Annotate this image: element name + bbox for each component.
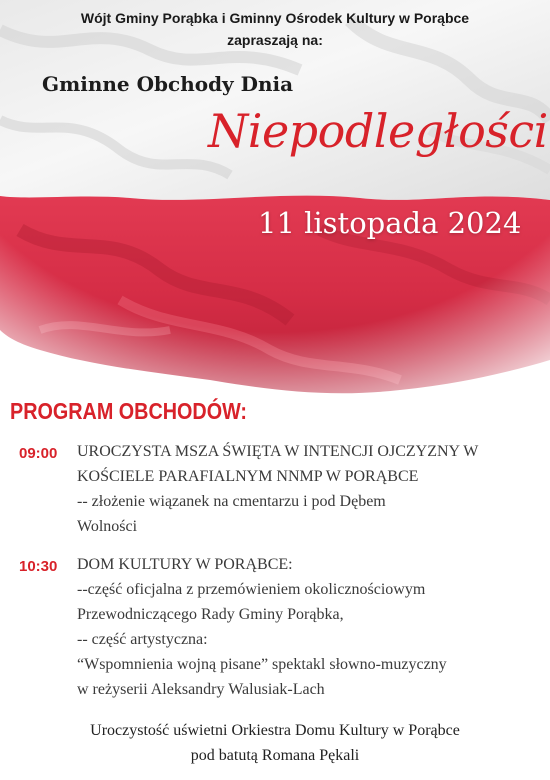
organizer-line-1: Wójt Gminy Porąbka i Gminny Ośrodek Kultury w Porąbce: [80, 10, 470, 26]
program-item-2-line-1: DOM KULTURY W PORĄBCE:: [77, 556, 293, 573]
program-item-2-line-6: w reżyserii Aleksandry Walusiak-Lach: [77, 681, 325, 698]
event-title: Niepodległości: [208, 104, 548, 158]
event-date: 11 listopada 2024: [258, 206, 522, 240]
event-subtitle: Gminne Obchody Dnia: [42, 72, 294, 96]
program-item-2-line-2: --część oficjalna z przemówieniem okolicznościowym: [77, 581, 426, 598]
program-item-2-line-3: Przewodniczącego Rady Gminy Porąbka,: [77, 606, 344, 623]
organizer-line-2: zapraszają na:: [227, 32, 323, 48]
footer-line-1: Uroczystość uświetni Orkiestra Domu Kultury w Porąbce: [90, 722, 460, 739]
footer-line-2: pod batutą Romana Pękali: [190, 747, 360, 764]
program-item-1-line-2: KOŚCIELE PARAFIALNYM NNMP W PORĄBCE: [77, 468, 419, 485]
program-item-1-line-1: UROCZYSTA MSZA ŚWIĘTA W INTENCJI OJCZYZNY W: [77, 443, 479, 460]
program-item-1-time: 09:00: [19, 445, 58, 462]
program-item-2-line-5: “Wspomnienia wojną pisane” spektakl słowno-muzyczny: [77, 656, 447, 673]
program-item-1-line-4: Wolności: [77, 518, 138, 535]
program-heading: PROGRAM OBCHODÓW:: [10, 398, 247, 424]
program-item-1-line-3: -- złożenie wiązanek na cmentarzu i pod Dębem: [77, 493, 386, 510]
program-item-2-line-4: -- część artystyczna:: [77, 631, 208, 648]
program-item-2-time: 10:30: [19, 558, 58, 575]
